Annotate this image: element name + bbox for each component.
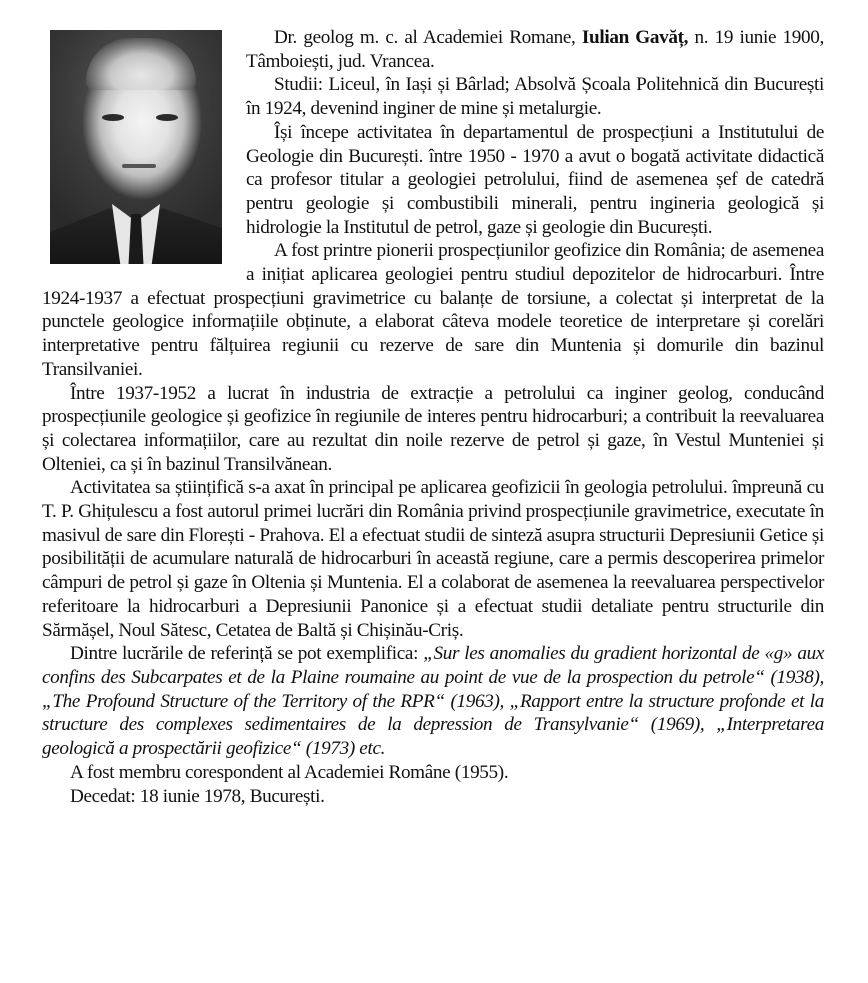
paragraph-studies: Studii: Liceul, în Iași și Bârlad; Absolvă Școala Politehnică din București în 1924, devenind inginer de mine și metalurgie. — [246, 74, 824, 120]
intro-prefix: Dr. geolog m. c. al Academiei Romane, — [274, 27, 582, 48]
paragraph-pioneer: A fost printre pionerii prospecțiunilor geofizice din România; de asemenea a inițiat aplicarea geologiei pentru studiul depozitelor de hidrocarburi. Între 1924-1937 a efectuat prospecțiuni gravimetrice cu balanțe de torsiune, a colectat și interpretat de la punctele geologice informațiile obținute, a elaborat câteva modele teoretice de interpretare și corelări interpretative pentru fălțuirea regiunii cu rezerve de sare din Muntenia și domurile din bazinul Transilvaniei. — [42, 240, 824, 380]
paragraph-career-start: Își începe activitatea în departamentul de prospecțiuni a Institutului de Geologie din București. între 1950 - 1970 a avut o bogată activitate didactică ca profesor titular a geologiei petrolului, fiind de asemenea șef de catedră pentru geologie și combustibili minerali, pentru ingineria geologică și hidrologie la Institutul de petrol, gaze și geologie din București. — [246, 121, 824, 238]
paragraph-works — [42, 642, 824, 761]
subject-name: Iulian Gavăț, — [581, 27, 689, 48]
biography-page — [42, 26, 824, 808]
portrait-eyes-shape — [102, 114, 178, 124]
portrait-hair-shape — [86, 38, 196, 90]
paragraph-membership: A fost membru corespondent al Academiei Române (1955). — [70, 761, 509, 783]
works-list: „Sur les anomalies du gradient horizontal de «g» aux confins des Subcarpates et de la Plaine roumaine au point de vue de la prospection du petrole“ (1938), „The Profound Structure of the Territory of the RPR“ (1963), „Rapport entre la structure profonde et la structure des complexes sedimentaires de la depression de Transylvanie“ (1969), „Interpretarea geologică a prospectării geofizice“ (1973) etc. — [42, 643, 825, 760]
portrait-photo — [50, 30, 222, 264]
portrait-mouth-shape — [122, 164, 156, 168]
paragraph-scientific: Activitatea sa științifică s-a axat în principal pe aplicarea geofizicii în geologia petrolului. împreună cu T. P. Ghițulescu a fost autorul primei lucrări din România privind prospecțiunile gravimetrice, executate în masivul de sare din Florești - Prahova. El a efectuat studii de sinteză asupra structurii Depresiunii Getice și posibilității de acumulare naturală de hidrocarburi în această regiune, care a permis descoperirea primelor câmpuri de petrol și gaze în Oltenia și Muntenia. El a colaborat de asemenea la reevaluarea perspectivelor referitoare la hidrocarburi a Depresiunii Panonice și a efectuat studii detaliate pentru structurile din Sărmășel, Noul Sătesc, Cetatea de Baltă și Chișinău-Criș. — [42, 477, 824, 641]
paragraph-death: Decedat: 18 iunie 1978, București. — [70, 785, 325, 807]
paragraph-industry: Între 1937-1952 a lucrat în industria de extracție a petrolului ca inginer geolog, conducând prospecțiunile geologice și geofizice în regiunile de interes pentru hidrocarburi; a contribuit la reevaluarea și colectarea informațiilor, care au rezultat din noile rezerve de petrol și gaze, în Vestul Munteniei și Olteniei, ca și în bazinul Transilvănean. — [42, 382, 824, 475]
intro-birth: n. 19 iunie 1900, Tâmboiești, jud. Vrancea. — [246, 27, 824, 72]
works-intro: Dintre lucrările de referință se pot exemplifica: — [70, 643, 424, 665]
